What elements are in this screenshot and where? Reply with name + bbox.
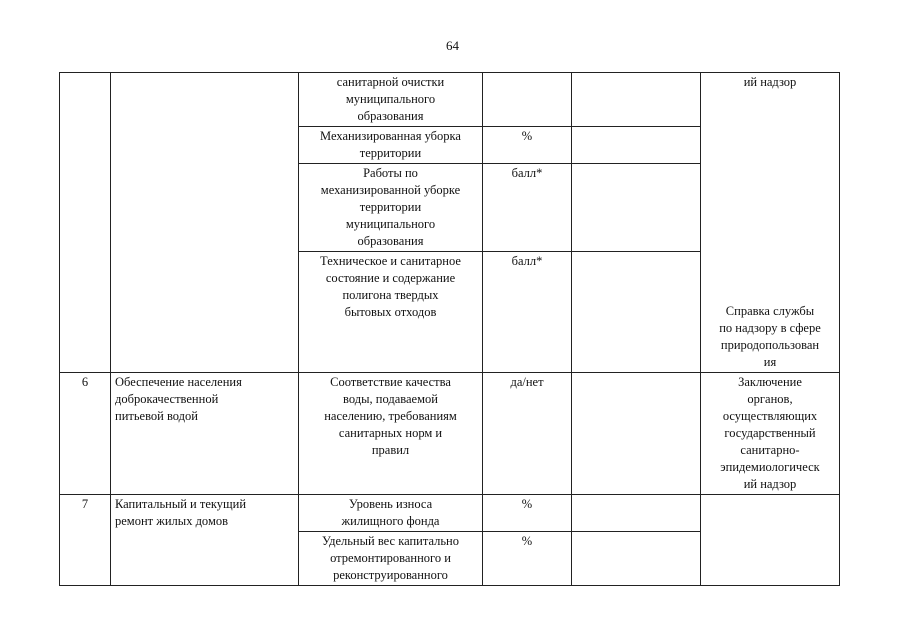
indicator-cell: Уровень износа жилищного фонда: [299, 495, 483, 532]
indicator-cell: Соответствие качества воды, подаваемой населению, требованиям санитарных норм и правил: [299, 373, 483, 495]
unit-cell: %: [483, 495, 572, 532]
table-row: [60, 495, 840, 532]
direction-cell: Капитальный и текущий ремонт жилых домов: [111, 495, 299, 586]
unit-cell: балл*: [483, 164, 572, 252]
indicator-cell: Механизированная уборка территории: [299, 127, 483, 164]
indicator-cell: Удельный вес капитально отремонтированного и реконструированного: [299, 532, 483, 586]
page-number: 64: [446, 38, 459, 53]
value-cell: [572, 373, 701, 495]
indicators-table: [59, 72, 840, 586]
source-cell: [701, 495, 840, 586]
unit-cell: %: [483, 127, 572, 164]
value-cell: [572, 73, 701, 127]
value-cell: [572, 127, 701, 164]
indicator-cell: Работы по механизированной уборке территории муниципального образования: [299, 164, 483, 252]
unit-cell: %: [483, 532, 572, 586]
unit-cell: [483, 73, 572, 127]
source-cell: [701, 73, 840, 373]
indicator-cell: санитарной очистки муниципального образования: [299, 73, 483, 127]
row-number-cell: 6: [60, 373, 111, 495]
table-row: [60, 73, 840, 127]
value-cell: [572, 164, 701, 252]
source-text-bottom: Справка службы по надзору в сфере природопользован ия: [719, 304, 821, 369]
unit-cell: да/нет: [483, 373, 572, 495]
unit-cell: балл*: [483, 252, 572, 373]
value-cell: [572, 532, 701, 586]
source-text-top: ий надзор: [743, 75, 797, 89]
table-row: [60, 373, 840, 495]
value-cell: [572, 252, 701, 373]
source-cell: Заключение органов, осуществляющих государственный санитарно- эпидемиологическ ий надзор: [701, 373, 840, 495]
direction-cell: [111, 73, 299, 373]
direction-cell: Обеспечение населения доброкачественной питьевой водой: [111, 373, 299, 495]
row-number-cell: 7: [60, 495, 111, 586]
indicator-cell: Техническое и санитарное состояние и содержание полигона твердых бытовых отходов: [299, 252, 483, 373]
value-cell: [572, 495, 701, 532]
row-number-cell: [60, 73, 111, 373]
